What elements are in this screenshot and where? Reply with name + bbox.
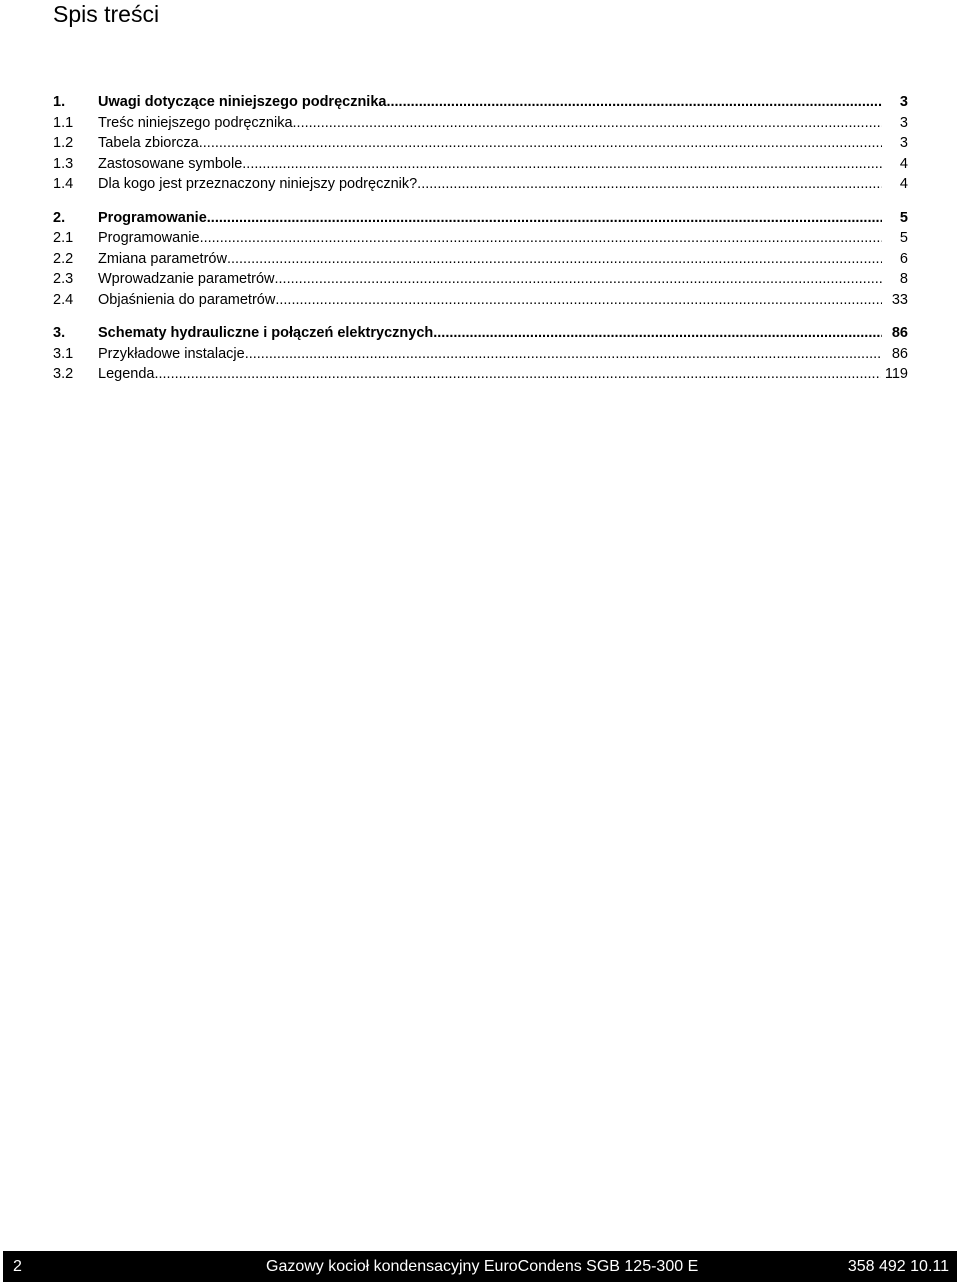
toc-entry[interactable] — [53, 344, 908, 365]
toc-entry-number: 2.1 — [53, 230, 74, 246]
toc-entry-label: Tabela zbiorcza — [98, 135, 199, 151]
toc-entry[interactable] — [53, 113, 908, 134]
toc-entry-label: Uwagi dotyczące niniejszego podręcznika — [98, 94, 387, 110]
toc-entry-page: 4 — [899, 176, 908, 192]
toc-entry-page: 33 — [891, 291, 908, 308]
toc-entry-label: Objaśnienia do parametrów — [98, 291, 276, 308]
toc-entry-number: 1.4 — [53, 176, 74, 192]
table-of-contents — [53, 92, 908, 398]
toc-entry-page: 86 — [891, 325, 908, 341]
toc-entry-label: Zastosowane symbole — [98, 155, 243, 172]
toc-entry-page: 6 — [899, 250, 908, 267]
toc-entry[interactable] — [53, 364, 908, 385]
toc-section-1 — [53, 92, 908, 195]
toc-entry-number: 1.1 — [53, 114, 74, 131]
toc-entry-number: 1.2 — [53, 135, 74, 151]
toc-entry-page: 3 — [899, 135, 908, 151]
toc-entry-page: 5 — [899, 230, 908, 246]
toc-dot-leader — [275, 269, 883, 290]
footer-document-code: 358 492 10.11 — [847, 1258, 949, 1275]
toc-section-3 — [53, 323, 908, 385]
toc-entry[interactable] — [53, 133, 908, 154]
toc-entry-page: 5 — [899, 209, 908, 226]
toc-entry-number: 1. — [53, 94, 66, 110]
toc-entry-page: 8 — [899, 271, 908, 287]
toc-entry-label: Dla kogo jest przeznaczony niniejszy podręcznik? — [98, 176, 418, 192]
toc-section-2 — [53, 208, 908, 311]
toc-entry-page: 3 — [899, 114, 908, 131]
toc-dot-leader — [275, 290, 882, 311]
toc-entry[interactable] — [53, 249, 908, 270]
toc-dot-leader — [199, 133, 882, 154]
toc-entry[interactable] — [53, 323, 908, 344]
toc-entry-number: 1.3 — [53, 155, 74, 172]
toc-entry-number: 2. — [53, 209, 66, 226]
toc-dot-leader — [293, 113, 882, 134]
toc-dot-leader — [227, 249, 882, 270]
toc-entry-label: Schematy hydrauliczne i połączeń elektrycznych — [98, 325, 434, 341]
toc-entry-label: Zmiana parametrów — [98, 250, 227, 267]
toc-entry[interactable] — [53, 269, 908, 290]
toc-dot-leader — [154, 364, 880, 385]
toc-dot-leader — [433, 323, 882, 344]
toc-entry-label: Wprowadzanie parametrów — [98, 271, 275, 287]
toc-entry-number: 3.2 — [53, 366, 74, 382]
footer-page-number: 2 — [13, 1258, 22, 1275]
toc-entry[interactable] — [53, 228, 908, 249]
toc-entry-number: 3.1 — [53, 345, 74, 362]
toc-entry-number: 2.4 — [53, 291, 74, 308]
toc-dot-leader — [386, 92, 882, 113]
footer-document-title: Gazowy kocioł kondensacyjny EuroCondens SGB 125-300 E — [266, 1258, 699, 1275]
page-footer — [3, 1251, 957, 1282]
toc-entry-page: 86 — [891, 345, 908, 362]
toc-entry-number: 3. — [53, 325, 66, 341]
toc-dot-leader — [200, 228, 882, 249]
toc-dot-leader — [207, 208, 882, 229]
page-title: Spis treści — [53, 1, 160, 27]
toc-entry-label: Legenda — [98, 366, 155, 382]
toc-entry[interactable] — [53, 92, 908, 113]
toc-entry-page: 3 — [899, 94, 908, 110]
toc-entry-page: 4 — [899, 155, 908, 172]
toc-entry[interactable] — [53, 154, 908, 175]
toc-dot-leader — [245, 344, 882, 365]
toc-dot-leader — [417, 174, 882, 195]
toc-entry-label: Programowanie — [98, 209, 207, 226]
toc-entry[interactable] — [53, 208, 908, 229]
toc-entry[interactable] — [53, 290, 908, 311]
toc-entry-number: 2.3 — [53, 271, 74, 287]
toc-entry[interactable] — [53, 174, 908, 195]
toc-entry-label: Programowanie — [98, 230, 200, 246]
toc-entry-label: Treśc niniejszego podręcznika — [98, 114, 293, 131]
toc-entry-page: 119 — [884, 366, 908, 382]
toc-entry-number: 2.2 — [53, 250, 74, 267]
toc-entry-label: Przykładowe instalacje — [98, 345, 245, 362]
toc-dot-leader — [242, 154, 882, 175]
